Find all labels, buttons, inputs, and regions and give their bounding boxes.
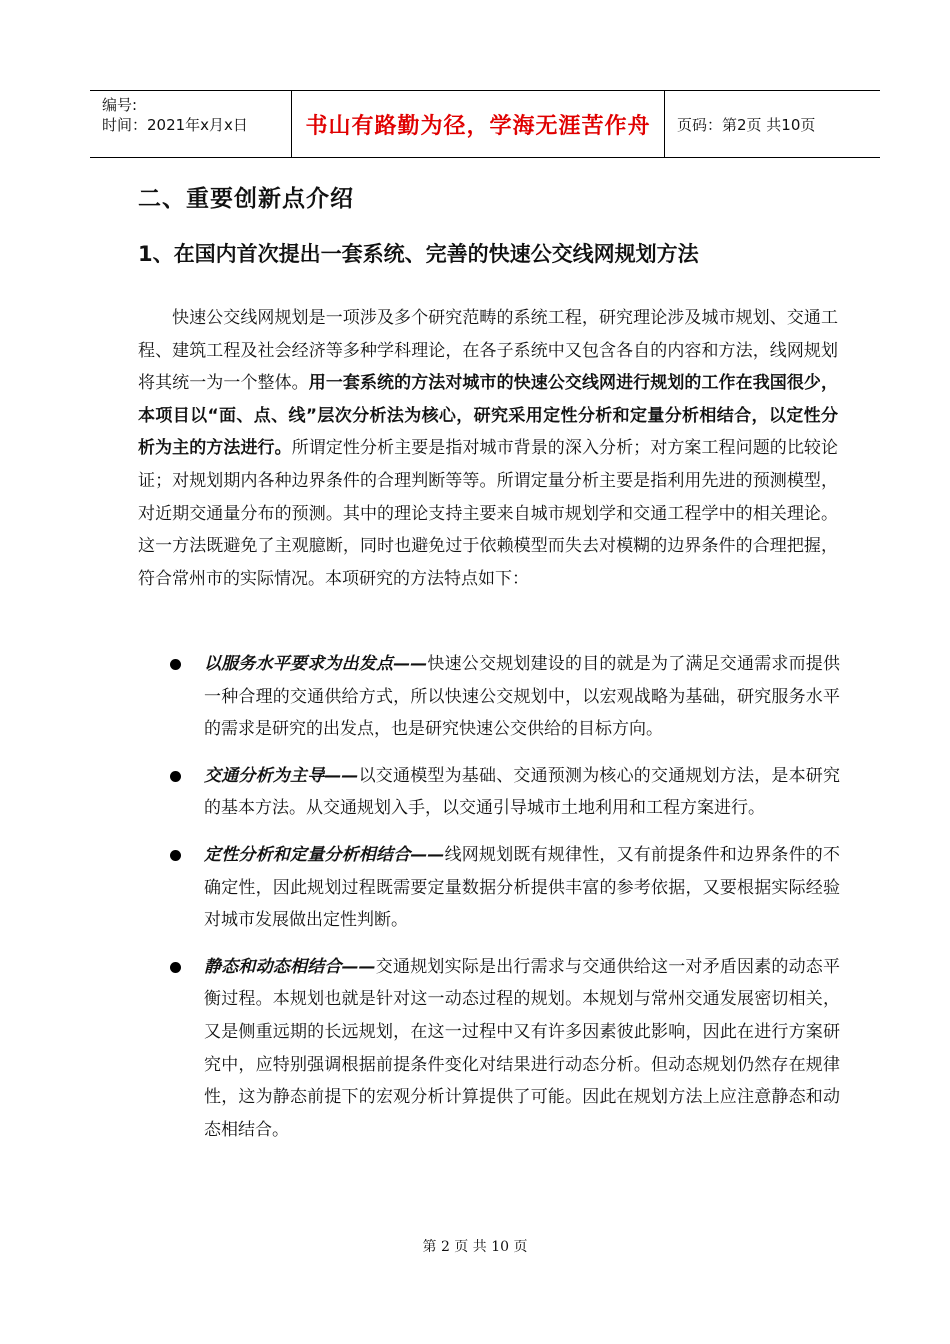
- bullet-lead: 以服务水平要求为出发点——: [204, 654, 428, 674]
- bullet-text: 交通规划实际是出行需求与交通供给这一对矛盾因素的动态平衡过程。本规划也就是针对这一动态过程的规划。本规划与常州交通发展密切相关，又是侧重远期的长远规划，在这一过程中又有许多因素彼此影响，因此在进行方案研究中，应特别强调根据前提条件变化对结果进行动态分析。但动态规划仍然存在规律性，这为静态前提下的宏观分析计算提供了可能。因此在规划方法上应注意静态和动态相结合。: [204, 956, 841, 1140]
- bullet-text: 线网规划既有规律性，又有前提条件和边界条件的不确定性，因此规划过程既需要定量数据分析提供丰富的参考依据，又要根据实际经验对城市发展做出定性判断。: [204, 844, 841, 931]
- bullet-lead: 交通分析为主导——: [204, 765, 359, 786]
- intro-text-1: 快速公交线网规划是一项涉及多个研究范畴的系统工程，研究理论涉及城市规划、交通工程、建筑工程及社会经济等多种学科理论，在各子系统中又包含各自的内容和方法，线网规划将其统一为一个整体。: [138, 308, 838, 394]
- list-item: [160, 648, 840, 746]
- subsection-title: 1、在国内首次提出一套系统、完善的快速公交线网规划方法: [138, 242, 699, 266]
- header-table: [90, 90, 880, 158]
- header-motto: 书山有路勤为径，学海无涯苦作舟: [292, 91, 665, 157]
- time-label: 时间：2021年x月x日: [102, 116, 248, 134]
- list-item: [160, 760, 840, 825]
- intro-text-2: 所谓定性分析主要是指对城市背景的深入分析；对方案工程问题的比较论证；对规划期内各种边界条件的合理判断等等。所谓定量分析主要是指利用先进的预测模型，对近期交通量分布的预测。其中的理论支持主要来自城市规划学和交通工程学中的相关理论。这一方法既避免了主观臆断，同时也避免过于依赖模型而失去对模糊的边界条件的合理把握，符合常州市的实际情况。本项研究的方法特点如下：: [138, 438, 839, 589]
- method-features-list: [160, 648, 840, 1160]
- bullet-dot-icon: [170, 659, 181, 670]
- header-meta: [90, 91, 292, 157]
- bullet-text: 快速公交规划建设的目的就是为了满足交通需求而提供一种合理的交通供给方式，所以快速公交规划中，以宏观战略为基础，研究服务水平的需求是研究的出发点，也是研究快速公交供给的目标方向。: [204, 654, 841, 740]
- list-item: [160, 951, 840, 1147]
- bullet-lead: 静态和动态相结合——: [204, 956, 376, 977]
- section-title: 二、重要创新点介绍: [138, 186, 354, 212]
- bullet-lead: 定性分析和定量分析相结合——: [204, 844, 445, 865]
- header-page-label: 页码：第2页 共10页: [677, 115, 816, 134]
- intro-bold-text: 用一套系统的方法对城市的快速公交线网进行规划的工作在我国很少，本项目以“面、点、线”层次分析法为核心，研究采用定性分析和定量分析相结合，以定性分析为主的方法进行。: [138, 373, 838, 459]
- intro-paragraph: [138, 302, 838, 595]
- page-footer: 第 2 页 共 10 页: [422, 1239, 528, 1255]
- bullet-dot-icon: [170, 771, 181, 782]
- list-item: [160, 839, 840, 937]
- number-label: 编号:: [102, 96, 138, 114]
- bullet-text: 以交通模型为基础、交通预测为核心的交通规划方法，是本研究的基本方法。从交通规划入手，以交通引导城市土地利用和工程方案进行。: [204, 765, 841, 819]
- bullet-dot-icon: [170, 962, 181, 973]
- bullet-dot-icon: [170, 850, 181, 861]
